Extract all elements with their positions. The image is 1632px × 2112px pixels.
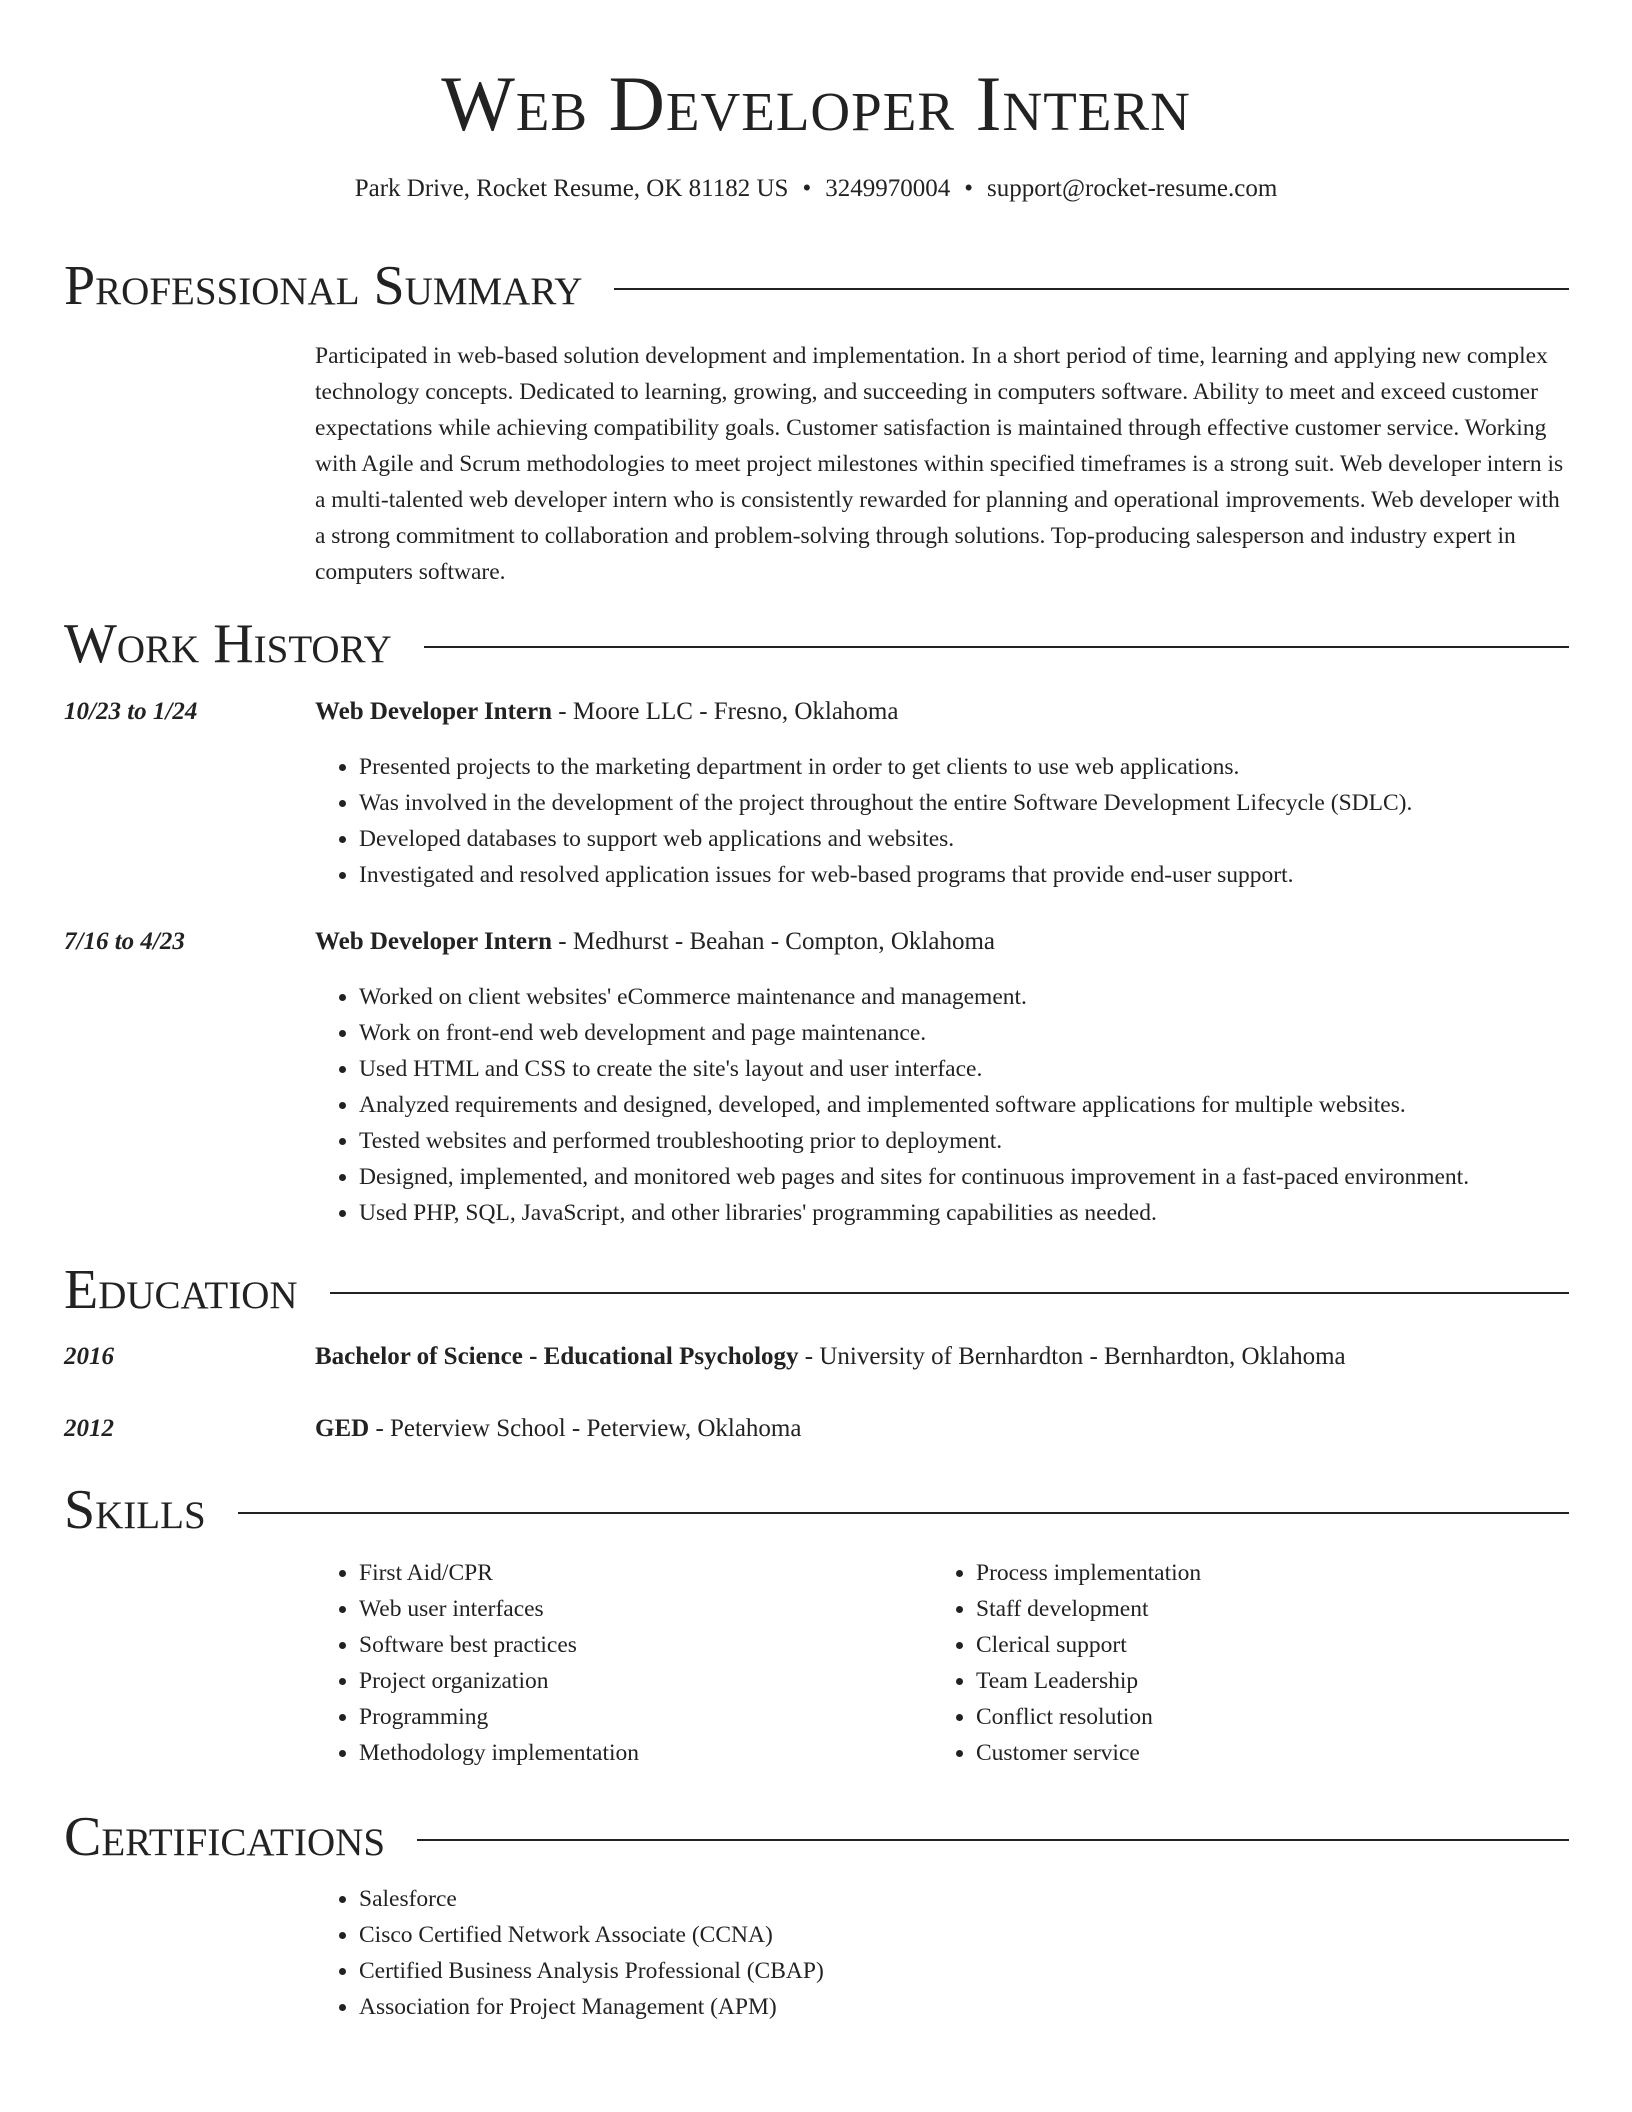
job-title: Web Developer Intern [315, 698, 553, 725]
section-divider [238, 1512, 1569, 1514]
certifications-list [315, 1881, 824, 2025]
job-company: - Medhurst - Beahan - Compton, Oklahoma [552, 928, 995, 955]
job-bullet-list [315, 979, 1469, 1231]
skill-item: • Customer service [976, 1735, 1201, 1771]
section-divider [614, 288, 1569, 290]
contact-separator: • [964, 175, 973, 202]
education-section-header [64, 1258, 1569, 1322]
summary-section-title: Professional Summary [64, 255, 583, 317]
education-degree: GED [315, 1415, 370, 1442]
education-degree: Bachelor of Science - Educational Psychology [315, 1343, 799, 1370]
skill-item: • Project organization [359, 1663, 639, 1699]
skill-item: • Conflict resolution [976, 1699, 1201, 1735]
education-entry [315, 1412, 1575, 1446]
education-year: 2012 [64, 1415, 114, 1442]
job-bullet: • Designed, implemented, and monitored web pages and sites for continuous improvement in a fast-paced environment. [359, 1159, 1469, 1195]
contact-address: Park Drive, Rocket Resume, OK 81182 US [354, 175, 789, 202]
skills-list-right [932, 1555, 1201, 1771]
job-bullet: • Worked on client websites' eCommerce maintenance and management. [359, 979, 1469, 1015]
candidate-name: Web Developer Intern [441, 60, 1191, 147]
education-school: - University of Bernhardton - Bernhardton, Oklahoma [798, 1343, 1346, 1370]
job-heading [315, 925, 1575, 959]
skill-item: • Methodology implementation [359, 1735, 639, 1771]
skill-item: • Web user interfaces [359, 1591, 639, 1627]
job-bullet: • Used PHP, SQL, JavaScript, and other libraries' programming capabilities as needed. [359, 1195, 1469, 1231]
summary-text: Participated in web-based solution development and implementation. In a short period of time, learning and applying new complex technology concepts. Dedicated to learning, growing, and succeeding in computers software. Ability to meet and exceed customer expectations while achieving compatibility goals. Customer satisfaction is maintained through effective customer service. Working with Agile and Scrum methodologies to meet project milestones within specified timeframes is a strong suit. Web developer intern is a multi-talented web developer intern who is consistently rewarded for planning and operational improvements. Web developer with a strong commitment to collaboration and problem-solving through solutions. Top-producing salesperson and industry expert in computers software. [315, 343, 1564, 585]
job-dates: 10/23 to 1/24 [64, 698, 198, 725]
job-bullet: • Tested websites and performed troubleshooting prior to deployment. [359, 1123, 1469, 1159]
education-entry [315, 1340, 1575, 1374]
skill-item: • Clerical support [976, 1627, 1201, 1663]
certifications-section-header [64, 1805, 1569, 1869]
job-bullet-list [315, 749, 1412, 893]
job-bullet: • Work on front-end web development and page maintenance. [359, 1015, 1469, 1051]
skills-list-left [315, 1555, 639, 1771]
certification-item: • Certified Business Analysis Professional (CBAP) [359, 1953, 824, 1989]
certifications-section-title: Certifications [64, 1806, 386, 1868]
job-dates: 7/16 to 4/23 [64, 928, 185, 955]
skill-item: • Programming [359, 1699, 639, 1735]
work-section-title: Work History [64, 613, 392, 675]
skills-section-header [64, 1478, 1569, 1542]
skill-item: • Software best practices [359, 1627, 639, 1663]
skill-item: • Team Leadership [976, 1663, 1201, 1699]
job-bullet: • Was involved in the development of the project throughout the entire Software Development Lifecycle (SDLC). [359, 785, 1412, 821]
certification-item: • Cisco Certified Network Associate (CCNA) [359, 1917, 824, 1953]
section-divider [330, 1292, 1569, 1294]
summary-section-header [64, 254, 1569, 318]
certification-item: • Salesforce [359, 1881, 824, 1917]
work-section-header [64, 612, 1569, 676]
contact-line [0, 172, 1632, 206]
job-bullet: • Presented projects to the marketing department in order to get clients to use web applications. [359, 749, 1412, 785]
contact-separator: • [802, 175, 812, 202]
skill-item: • Staff development [976, 1591, 1201, 1627]
section-divider [424, 646, 1569, 648]
job-bullet: • Developed databases to support web applications and websites. [359, 821, 1412, 857]
education-school: - Peterview School - Peterview, Oklahoma [369, 1415, 802, 1442]
contact-email: support@rocket-resume.com [986, 175, 1278, 202]
skill-item: • Process implementation [976, 1555, 1201, 1591]
job-heading [315, 695, 1575, 729]
job-bullet: • Used HTML and CSS to create the site's layout and user interface. [359, 1051, 1469, 1087]
job-company: - Moore LLC - Fresno, Oklahoma [552, 698, 899, 725]
job-bullet: • Investigated and resolved application issues for web-based programs that provide end-user support. [359, 857, 1412, 893]
skill-item: • First Aid/CPR [359, 1555, 639, 1591]
job-title: Web Developer Intern [315, 928, 553, 955]
section-divider [417, 1839, 1569, 1841]
education-year: 2016 [64, 1343, 114, 1370]
skills-section-title: Skills [64, 1479, 206, 1541]
job-bullet: • Analyzed requirements and designed, developed, and implemented software applications for multiple websites. [359, 1087, 1469, 1123]
certification-item: • Association for Project Management (APM) [359, 1989, 824, 2025]
contact-phone: 3249970004 [825, 175, 951, 202]
education-section-title: Education [64, 1259, 298, 1321]
